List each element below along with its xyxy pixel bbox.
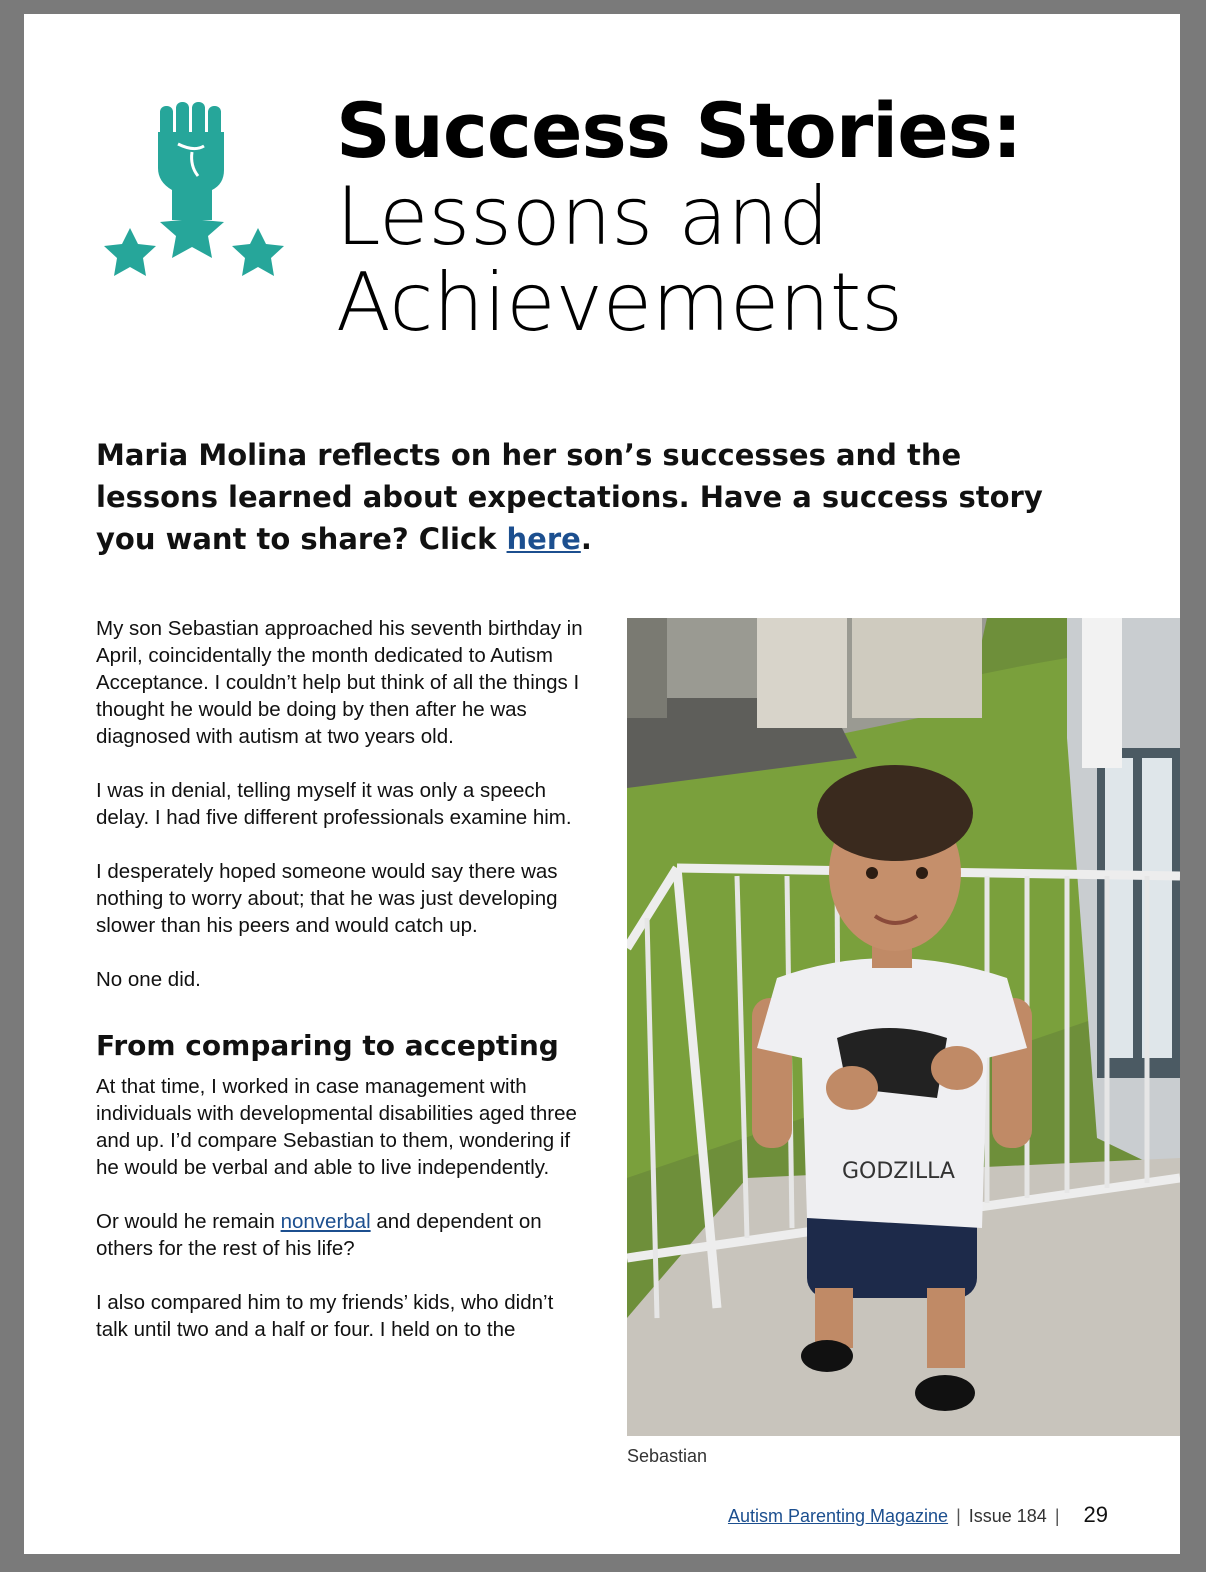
page-footer [728, 1502, 1108, 1528]
paragraph-7: I also compared him to my friends’ kids, who didn’t talk until two and a half or four. I held on to the [96, 1291, 554, 1341]
paragraph-5: At that time, I worked in case management with individuals with developmental disabilities aged three and up. I’d compare Sebastian to them, wondering if he would be verbal and able to live independently. [96, 1075, 577, 1179]
paragraph-3: I desperately hoped someone would say there was nothing to worry about; that he was just developing slower than his peers and would catch up. [96, 860, 558, 937]
nonverbal-link[interactable]: nonverbal [280, 1210, 371, 1233]
intro-text: Maria Molina reflects on her son’s successes and the lessons learned about expectations. Have a success story you want to share? Click [96, 438, 1043, 556]
magazine-page [24, 14, 1180, 1554]
paragraph-6-end: and dependent on others for the rest of his life? [96, 1210, 542, 1260]
paragraph-6 [96, 1208, 586, 1262]
paragraph-1: My son Sebastian approached his seventh birthday in April, coincidentally the month dedicated to Autism Acceptance. I couldn’t help but think of all the things I thought he would be doing by then after he was diagnosed with autism at two years old. [96, 617, 583, 748]
page-number: 29 [1083, 1502, 1108, 1527]
title-line-2: Lessons and [336, 170, 830, 263]
page-title [336, 86, 1136, 349]
share-story-link[interactable]: here [506, 522, 581, 556]
paragraph-4: No one did. [96, 968, 201, 991]
title-bold: Success Stories: [336, 86, 1022, 175]
issue-number: Issue 184 [968, 1506, 1047, 1526]
photo-caption: Sebastian [627, 1446, 708, 1466]
magazine-link[interactable]: Autism Parenting Magazine [727, 1506, 949, 1526]
section-heading: From comparing to accepting [96, 1029, 559, 1062]
paragraph-6-start: Or would he remain [96, 1210, 281, 1233]
paragraph-2: I was in denial, telling myself it was only a speech delay. I had five different professionals examine him. [96, 779, 572, 829]
article-body [96, 615, 586, 1370]
footer-separator-1: | [956, 1506, 961, 1526]
footer-separator-2: | [1054, 1506, 1060, 1526]
shirt-text: GODZILLA [842, 1159, 955, 1184]
title-line-3: Achievements [336, 256, 903, 349]
intro-end: . [580, 522, 592, 556]
sebastian-photo [627, 618, 1180, 1436]
intro-paragraph [96, 434, 1056, 560]
fist-stars-logo-icon [94, 92, 294, 292]
